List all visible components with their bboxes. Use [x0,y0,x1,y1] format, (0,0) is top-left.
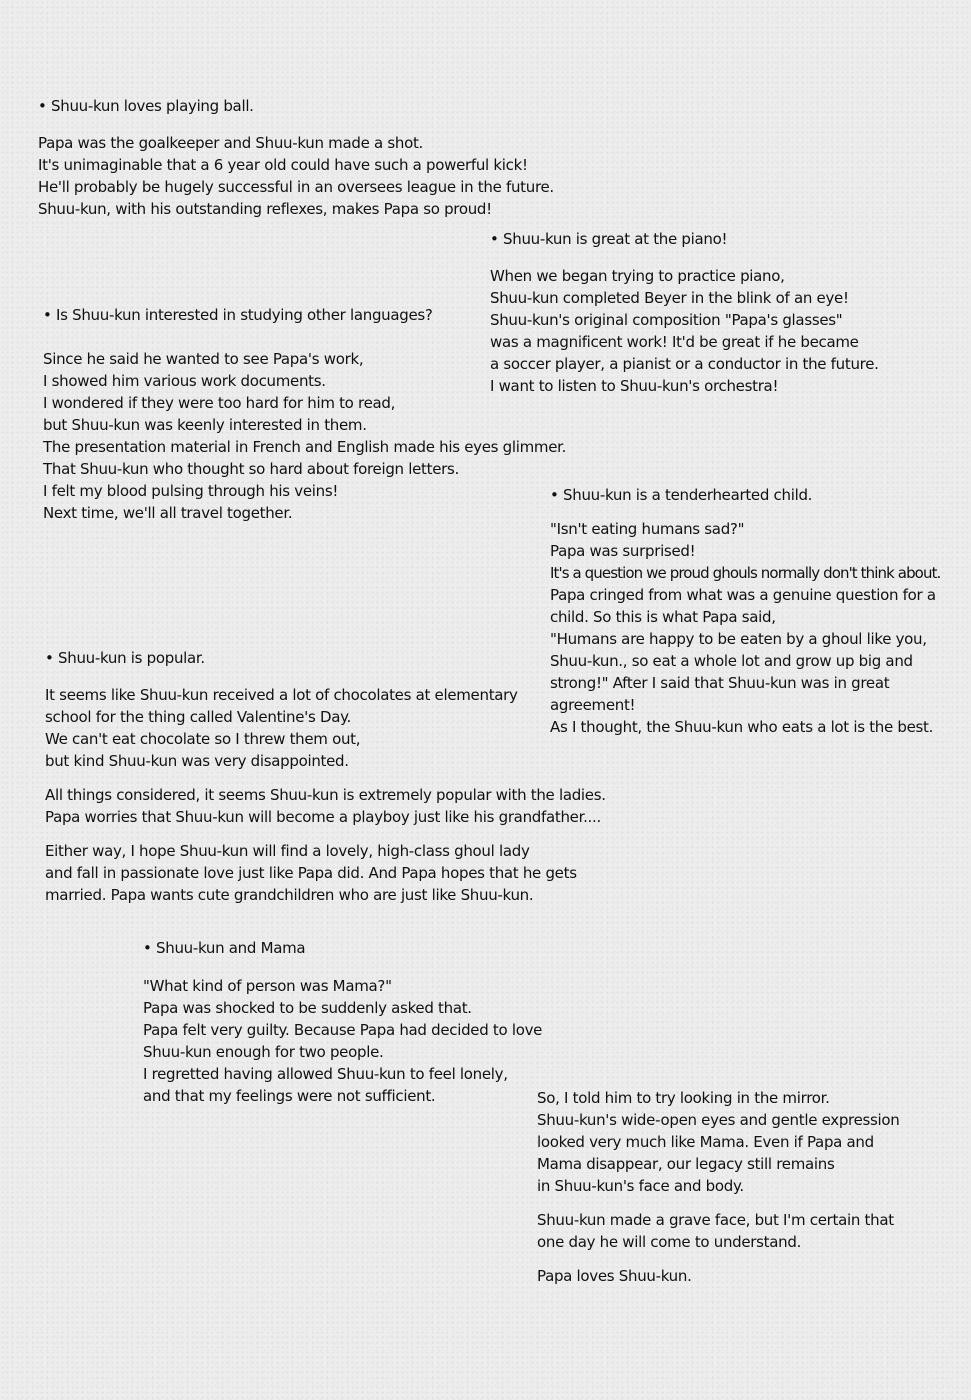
text-line: I felt my blood pulsing through his veins! [43,482,339,500]
text-line: Shuu-kun's original composition "Papa's glasses" [490,311,843,329]
text-line: Papa worries that Shuu-kun will become a playboy just like his grandfather.... [45,808,601,826]
text-line: Shuu-kun's wide-open eyes and gentle expression [537,1111,900,1129]
text-line: It seems like Shuu-kun received a lot of chocolates at elementary [45,686,518,704]
text-line: Shuu-kun enough for two people. [143,1043,384,1061]
section-languages [43,304,566,524]
text-line: It's unimaginable that a 6 year old could have such a powerful kick! [38,156,528,174]
text-line: Shuu-kun made a grave face, but I'm certain that [537,1211,894,1229]
text-line: but Shuu-kun was keenly interested in them. [43,416,367,434]
text-line: I showed him various work documents. [43,372,326,390]
section-heading: • Is Shuu-kun interested in studying other languages? [43,306,433,324]
text-line: Mama disappear, our legacy still remains [537,1155,835,1173]
text-line: "Humans are happy to be eaten by a ghoul like you, [550,630,927,648]
text-line: Either way, I hope Shuu-kun will find a lovely, high-class ghoul lady [45,842,530,860]
text-line: strong!" After I said that Shuu-kun was in great [550,674,890,692]
text-line: but kind Shuu-kun was very disappointed. [45,752,349,770]
text-line: Shuu-kun., so eat a whole lot and grow up big and [550,652,913,670]
section-heading: • Shuu-kun and Mama [143,939,306,957]
text-line: child. So this is what Papa said, [550,608,776,626]
text-line: Papa was shocked to be suddenly asked that. [143,999,472,1017]
text-line: The presentation material in French and English made his eyes glimmer. [43,438,567,456]
section-tenderhearted [550,484,940,738]
section-ball [38,95,554,220]
text-line: As I thought, the Shuu-kun who eats a lot is the best. [550,718,934,736]
text-line: All things considered, it seems Shuu-kun is extremely popular with the ladies. [45,786,606,804]
text-line: looked very much like Mama. Even if Papa and [537,1133,874,1151]
text-line: Papa was the goalkeeper and Shuu-kun made a shot. [38,134,424,152]
section-heading: • Shuu-kun is a tenderhearted child. [550,486,813,504]
text-line: Papa was surprised! [550,542,696,560]
text-line: Next time, we'll all travel together. [43,504,293,522]
text-line: Papa felt very guilty. Because Papa had decided to love [143,1021,543,1039]
text-line: Papa cringed from what was a genuine question for a [550,586,936,604]
text-line: I regretted having allowed Shuu-kun to feel lonely, [143,1065,508,1083]
text-line: "Isn't eating humans sad?" [550,520,745,538]
text-line: When we began trying to practice piano, [490,267,785,285]
text-line: agreement! [550,696,636,714]
section-popular [45,647,606,906]
text-line: was a magnificent work! It'd be great if he became [490,333,859,351]
text-line: and fall in passionate love just like Papa did. And Papa hopes that he gets [45,864,577,882]
text-line: He'll probably be hugely successful in an oversees league in the future. [38,178,554,196]
text-line: Shuu-kun, with his outstanding reflexes, makes Papa so proud! [38,200,492,218]
text-line: Papa loves Shuu-kun. [537,1267,692,1285]
section-mirror [537,1087,900,1287]
text-line: I want to listen to Shuu-kun's orchestra! [490,377,779,395]
text-line: in Shuu-kun's face and body. [537,1177,744,1195]
section-mama [143,937,542,1107]
text-line: It's a question we proud ghouls normally don't think about. [550,564,941,582]
section-heading: • Shuu-kun is great at the piano! [490,230,728,248]
text-line: a soccer player, a pianist or a conductor in the future. [490,355,879,373]
section-heading: • Shuu-kun is popular. [45,649,205,667]
text-line: "What kind of person was Mama?" [143,977,392,995]
text-line: I wondered if they were too hard for him to read, [43,394,396,412]
text-line: Since he said he wanted to see Papa's work, [43,350,364,368]
text-line: one day he will come to understand. [537,1233,802,1251]
section-heading: • Shuu-kun loves playing ball. [38,97,254,115]
text-line: So, I told him to try looking in the mirror. [537,1089,830,1107]
text-line: That Shuu-kun who thought so hard about foreign letters. [43,460,459,478]
text-line: Shuu-kun completed Beyer in the blink of an eye! [490,289,849,307]
text-line: and that my feelings were not sufficient. [143,1087,436,1105]
text-line: married. Papa wants cute grandchildren who are just like Shuu-kun. [45,886,534,904]
text-line: school for the thing called Valentine's Day. [45,708,352,726]
text-line: We can't eat chocolate so I threw them out, [45,730,361,748]
